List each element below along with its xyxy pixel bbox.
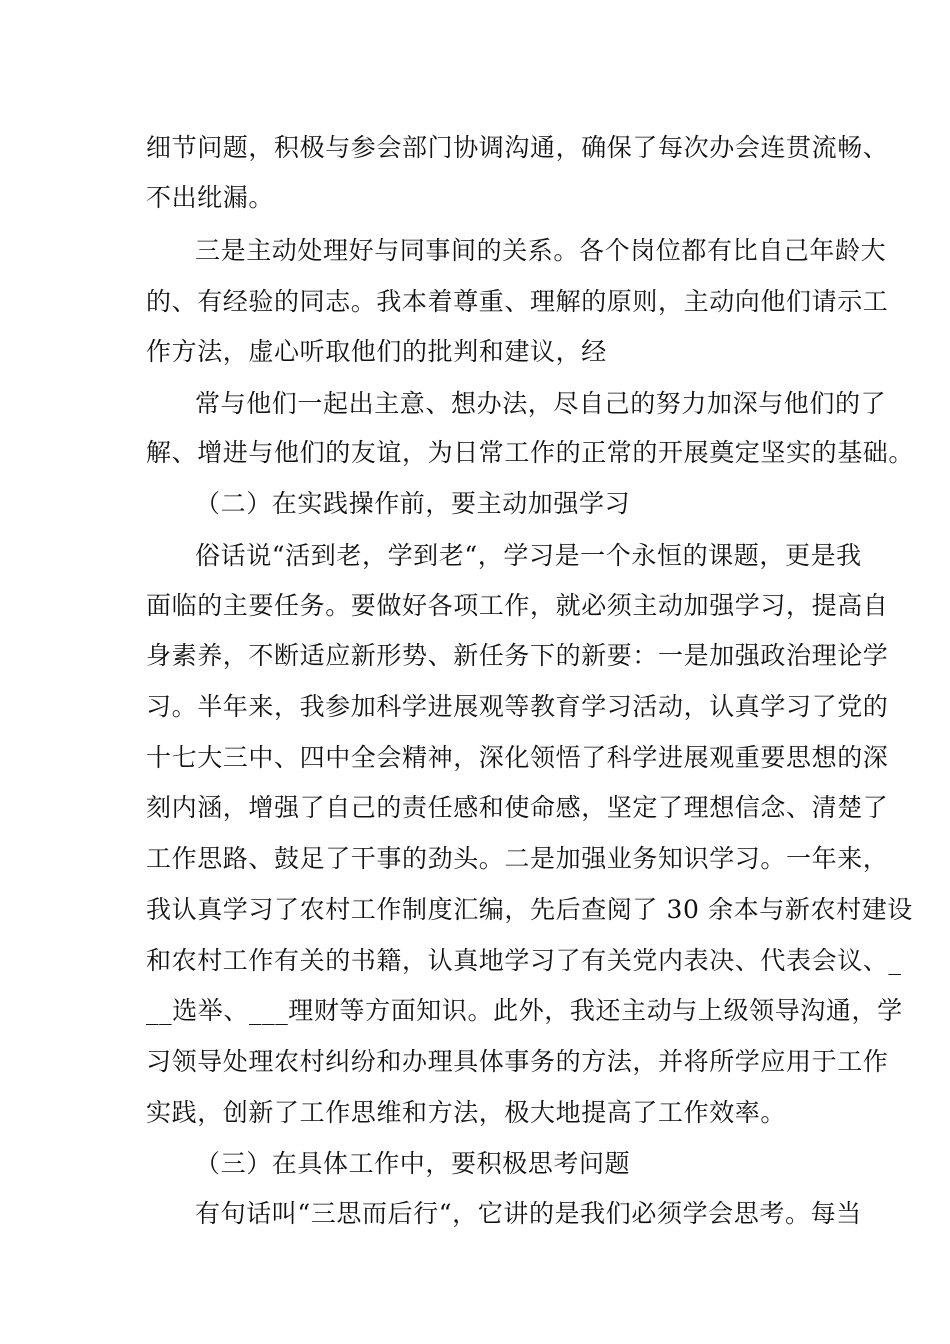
body-text-line: 作方法，虚心听取他们的批判和建议，经 [146,337,607,366]
body-text-line: 面临的主要任务。要做好各项工作，就必须主动加强学习，提高自 [146,591,889,620]
body-text-line: 我认真学习了农村工作制度汇编，先后查阅了 30 余本与新农村建设 [146,895,913,924]
body-text-line: 习。半年来，我参加科学进展观等教育学习活动，认真学习了党的 [146,692,889,721]
body-text-line: 实践，创新了工作思维和方法，极大地提高了工作效率。 [146,1098,787,1127]
body-text-line: 细节问题，积极与参会部门协调沟通，确保了每次办会连贯流畅、 [146,133,889,162]
section-heading: （三）在具体工作中，要积极思考问题 [195,1149,631,1178]
section-heading: （二）在实践操作前，要主动加强学习 [195,489,631,518]
body-text-line: 十七大三中、四中全会精神，深化领悟了科学进展观重要思想的深 [146,743,889,772]
body-text-line: 刻内涵，增强了自己的责任感和使命感，坚定了理想信念、清楚了 [146,793,889,822]
body-text-line: 习领导处理农村纠纷和办理具体事务的方法，并将所学应用于工作 [146,1047,889,1076]
paragraph-start-line: 三是主动处理好与同事间的关系。各个岗位都有比自己年龄大 [195,236,887,265]
body-text-line: __选举、___理财等方面知识。此外，我还主动与上级领导沟通，学 [146,996,903,1025]
body-text-line: 身素养，不断适应新形势、新任务下的新要：一是加强政治理论学 [146,641,889,670]
body-text-line: 解、增进与他们的友谊，为日常工作的正常的开展奠定坚实的基础。 [146,438,915,467]
body-text-line: 不出纰漏。 [146,183,275,212]
paragraph-start-line: 有句话叫“三思而后行“，它讲的是我们必须学会思考。每当 [195,1199,862,1228]
body-text-line: 和农村工作有关的书籍，认真地学习了有关党内表决、代表会议、_ [146,946,902,975]
paragraph-start-line: 俗话说“活到老，学到老“，学习是一个永恒的课题，更是我 [195,541,862,570]
body-text-line: 的、有经验的同志。我本着尊重、理解的原则，主动向他们请示工 [146,287,889,316]
paragraph-start-line: 常与他们一起出主意、想办法，尽自己的努力加深与他们的了 [195,389,887,418]
body-text-line: 工作思路、鼓足了干事的劲头。二是加强业务知识学习。一年来， [146,844,889,873]
